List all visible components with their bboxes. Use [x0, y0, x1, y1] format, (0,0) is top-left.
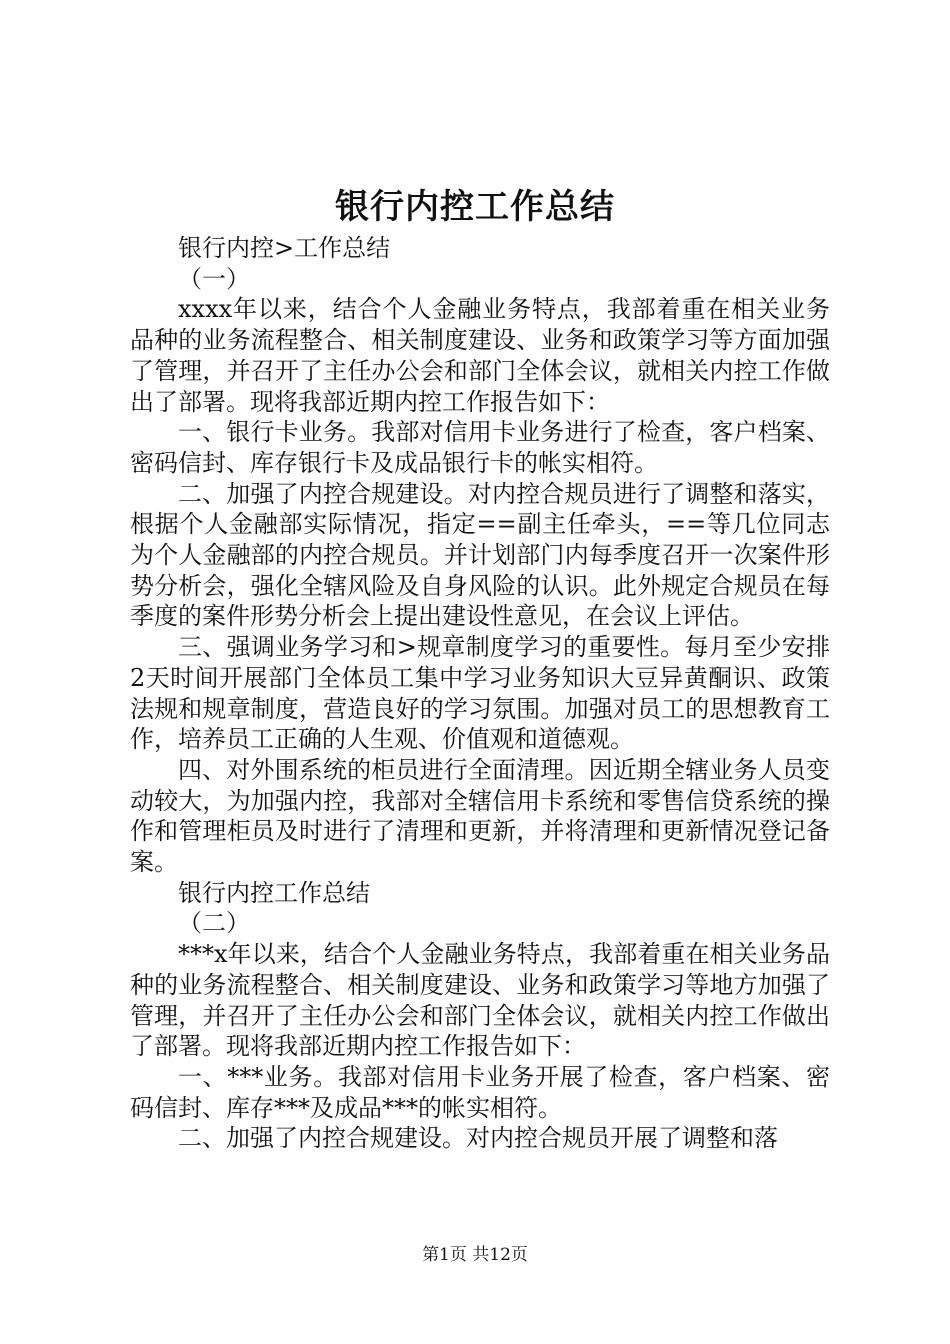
- body-paragraph: xxxx年以来，结合个人金融业务特点，我部着重在相关业务品种的业务流程整合、相关制度建设、业务和政策学习等方面加强了管理，并召开了主任办公会和部门全体会议，就相关内控工作做出了部署。现将我部近期内控工作报告如下：: [130, 295, 830, 416]
- section-number: （一）: [178, 264, 250, 293]
- body-paragraph: 二、加强了内控合规建设。对内控合规员进行了调整和落实，根据个人金融部实际情况，指定==副主任牵头，==等几位同志为个人金融部的内控合规员。并计划部门内每季度召开一次案件形势分析会，强化全辖风险及自身风险的认识。此外规定合规员在每季度的案件形势分析会上提出建设性意见，在会议上评估。: [130, 479, 830, 631]
- body-paragraph: 一、银行卡业务。我部对信用卡业务进行了检查，客户档案、密码信封、库存银行卡及成品银行卡的帐实相符。: [130, 418, 830, 477]
- page-footer: 第1页 共12页: [422, 1245, 528, 1265]
- document-title: 银行内控工作总结: [335, 187, 615, 227]
- document-body: [130, 233, 830, 1154]
- subtitle-line: 银行内控工作总结: [178, 878, 370, 907]
- body-paragraph: 四、对外围系统的柜员进行全面清理。因近期全辖业务人员变动较大，为加强内控，我部对全辖信用卡系统和零售信贷系统的操作和管理柜员及时进行了清理和更新，并将清理和更新情况登记备案。: [130, 755, 830, 877]
- body-paragraph: 三、强调业务学习和>规章制度学习的重要性。每月至少安排2天时间开展部门全体员工集中学习业务知识大豆异黄酮识、政策法规和规章制度，营造良好的学习氛围。加强对员工的思想教育工作，培养员工正确的人生观、价值观和道德观。: [130, 633, 830, 754]
- body-paragraph: 二、加强了内控合规建设。对内控合规员开展了调整和落: [178, 1124, 778, 1153]
- body-paragraph: 一、***业务。我部对信用卡业务开展了检查，客户档案、密码信封、库存***及成品***的帐实相符。: [130, 1062, 830, 1122]
- subtitle-line: 银行内控>工作总结: [178, 234, 391, 262]
- body-paragraph: ***x年以来，结合个人金融业务特点，我部着重在相关业务品种的业务流程整合、相关制度建设、业务和政策学习等地方加强了管理，并召开了主任办公会和部门全体会议，就相关内控工作做出了部署。现将我部近期内控工作报告如下：: [130, 940, 830, 1061]
- section-number: （二）: [178, 909, 250, 938]
